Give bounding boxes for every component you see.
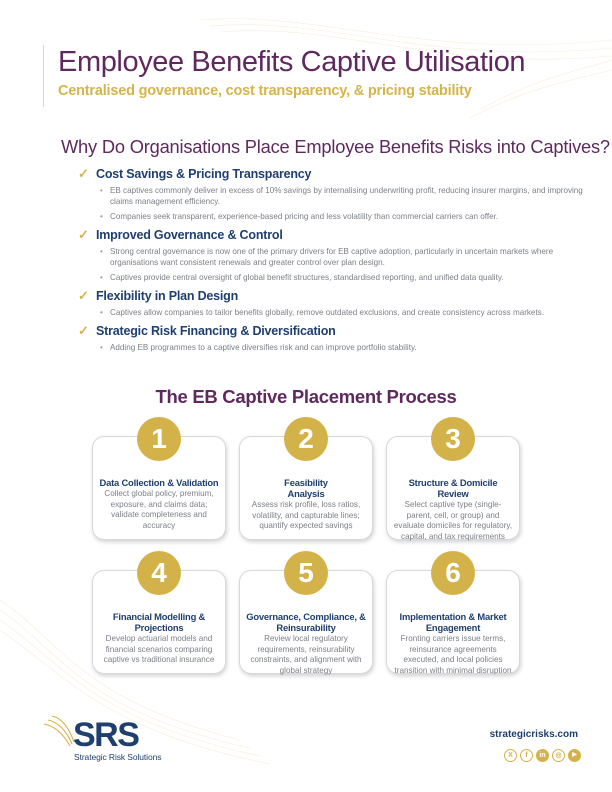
step-title: Feasibility Analysis xyxy=(284,477,328,499)
bullet-text: • Companies seek transparent, experience-based pricing and less volatility than commercial carriers can offer. xyxy=(100,211,598,222)
check-icon: ✓ xyxy=(78,288,89,303)
linkedin-icon[interactable]: in xyxy=(536,749,549,762)
step-title: Data Collection & Validation xyxy=(99,477,219,488)
check-icon: ✓ xyxy=(78,323,89,338)
process-step-2 xyxy=(239,423,373,540)
step-description: Select captive type (single-parent, cell, or group) and evaluate domiciles for regulatory, capital, and tax requirements xyxy=(393,500,513,541)
page-title: Employee Benefits Captive Utilisation xyxy=(58,46,526,78)
social-links xyxy=(504,749,581,762)
bullet-text: • EB captives commonly deliver in excess of 10% savings by internalising underwriting profit, reducing insurer margins, and improving claims management efficiency. xyxy=(100,185,598,207)
process-section-title: The EB Captive Placement Process xyxy=(155,386,457,407)
reason-title: Cost Savings & Pricing Transparency xyxy=(96,167,312,181)
bullet-text: • Strong central governance is now one of the primary drivers for EB captive adoption, particularly in uncertain markets where organisations want consistent renewals and greater control over plan design. xyxy=(100,246,598,268)
reasons-list xyxy=(78,165,598,357)
logo-text: SRS xyxy=(73,716,139,754)
step-description: Collect global policy, premium, exposure, and claims data; validate completeness and accuracy xyxy=(104,489,214,530)
step-title: Governance, Compliance, & Reinsurability xyxy=(246,611,366,633)
reason-item xyxy=(78,322,598,353)
step-number-badge: 3 xyxy=(431,417,475,461)
process-step-6 xyxy=(386,557,520,675)
step-number-badge: 4 xyxy=(137,551,181,595)
check-icon: ✓ xyxy=(78,166,89,181)
bullet-text: • Adding EB programmes to a captive diversifies risk and can improve portfolio stability. xyxy=(100,342,598,353)
youtube-icon[interactable]: ▶ xyxy=(568,749,581,762)
process-step-1 xyxy=(92,423,226,540)
website-link[interactable]: strategicrisks.com xyxy=(489,729,578,740)
step-description: Fronting carriers issue terms, reinsurance agreements executed, and local policies transition with minimal disruption xyxy=(394,634,512,675)
instagram-icon[interactable]: ◎ xyxy=(552,749,565,762)
header xyxy=(43,45,525,107)
step-description: Review local regulatory requirements, reinsurability constraints, and alignment with global strategy xyxy=(250,634,362,675)
reason-title: Flexibility in Plan Design xyxy=(96,289,239,303)
check-icon: ✓ xyxy=(78,227,89,242)
x-icon[interactable]: X xyxy=(504,749,517,762)
reason-item xyxy=(78,226,598,283)
reason-title: Improved Governance & Control xyxy=(96,228,283,242)
reason-title: Strategic Risk Financing & Diversification xyxy=(96,324,336,338)
step-number-badge: 6 xyxy=(431,551,475,595)
process-step-5 xyxy=(239,557,373,675)
logo-subtitle: Strategic Risk Solutions xyxy=(74,752,162,762)
why-section-title: Why Do Organisations Place Employee Benefits Risks into Captives? xyxy=(61,136,610,157)
step-title: Structure & Domicile Review xyxy=(408,477,498,499)
step-description: Assess risk profile, loss ratios, volatility, and capturable lines; quantify expected savings xyxy=(251,500,361,530)
bullet-text: • Captives allow companies to tailor benefits globally, remove outdated exclusions, and create consistency across markets. xyxy=(100,307,598,318)
srs-logo xyxy=(42,712,182,767)
page-subtitle: Centralised governance, cost transparency, & pricing stability xyxy=(58,83,472,99)
bullet-text: • Captives provide central oversight of global benefit structures, standardised reporting, and unified data quality. xyxy=(100,272,598,283)
process-step-4 xyxy=(92,557,226,674)
step-description: Develop actuarial models and financial scenarios comparing captive vs traditional insurance xyxy=(103,634,215,664)
step-title: Implementation & Market Engagement xyxy=(399,611,507,633)
process-step-3 xyxy=(386,423,520,541)
facebook-icon[interactable]: f xyxy=(520,749,533,762)
reason-item xyxy=(78,165,598,222)
reason-item xyxy=(78,287,598,318)
step-title: Financial Modelling & Projections xyxy=(112,611,206,633)
step-number-badge: 1 xyxy=(137,417,181,461)
step-number-badge: 5 xyxy=(284,551,328,595)
step-number-badge: 2 xyxy=(284,417,328,461)
